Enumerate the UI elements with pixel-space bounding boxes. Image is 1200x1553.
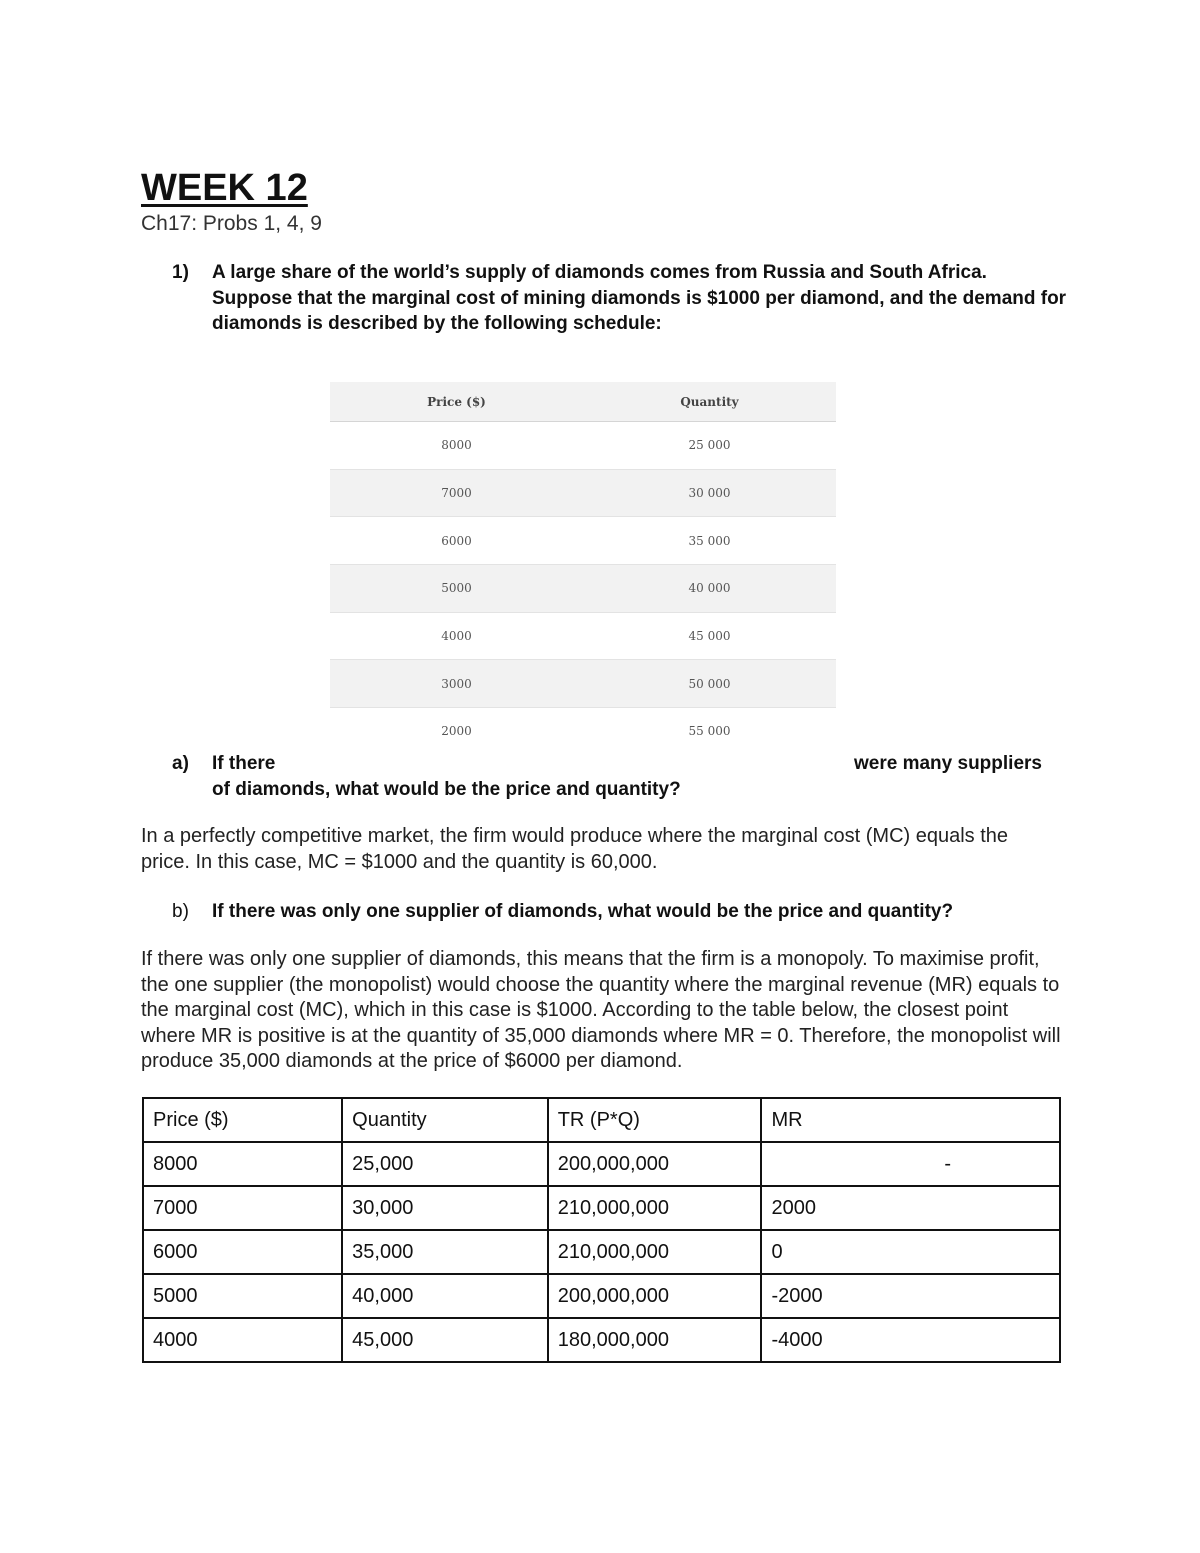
- schedule-quantity: 45 000: [688, 629, 731, 644]
- mr-table-header-row: [143, 1098, 1060, 1142]
- schedule-price: 7000: [441, 486, 472, 501]
- table-row: [143, 1230, 1060, 1274]
- question-1: [172, 260, 1072, 337]
- mr-total-revenue: 180,000,000: [548, 1318, 762, 1362]
- mr-price: 4000: [143, 1318, 342, 1362]
- schedule-quantity: 40 000: [688, 581, 731, 596]
- mr-value: -: [761, 1142, 1060, 1186]
- schedule-row: [330, 517, 836, 565]
- mr-total-revenue: 210,000,000: [548, 1186, 762, 1230]
- schedule-header-quantity: Quantity: [680, 394, 739, 409]
- table-row: [143, 1274, 1060, 1318]
- page-subtitle: Ch17: Probs 1, 4, 9: [141, 212, 322, 235]
- page-title: WEEK 12: [141, 167, 308, 209]
- mr-price: 8000: [143, 1142, 342, 1186]
- mr-header-quantity: Quantity: [342, 1098, 548, 1142]
- mr-total-revenue: 210,000,000: [548, 1230, 762, 1274]
- table-row: [143, 1318, 1060, 1362]
- mr-total-revenue: 200,000,000: [548, 1274, 762, 1318]
- schedule-row: [330, 708, 836, 755]
- part-a-line-2: of diamonds, what would be the price and quantity?: [212, 779, 681, 800]
- mr-quantity: 25,000: [342, 1142, 548, 1186]
- schedule-price: 8000: [441, 438, 472, 453]
- part-b-label: b): [172, 901, 189, 922]
- schedule-price: 4000: [441, 629, 472, 644]
- part-a-label: a): [172, 753, 189, 774]
- schedule-row: [330, 613, 836, 661]
- mr-value: -4000: [761, 1318, 1060, 1362]
- schedule-quantity: 50 000: [688, 676, 731, 691]
- demand-schedule-table: [330, 382, 836, 755]
- schedule-price: 2000: [441, 724, 472, 739]
- schedule-header-price: Price ($): [427, 394, 486, 409]
- marginal-revenue-table: [142, 1097, 1061, 1363]
- schedule-quantity: 25 000: [688, 438, 731, 453]
- mr-total-revenue: 200,000,000: [548, 1142, 762, 1186]
- schedule-price: 3000: [441, 676, 472, 691]
- schedule-row: [330, 422, 836, 470]
- mr-header-price: Price ($): [143, 1098, 342, 1142]
- part-a-line-1-end: were many suppliers: [854, 753, 1042, 774]
- question-1-text: A large share of the world’s supply of diamonds comes from Russia and South Africa. Suppose that the marginal cost of mining diamonds is $1000 per diamond, and the demand for diamonds is described by the following schedule:: [212, 262, 1067, 334]
- part-b-question-text: If there was only one supplier of diamonds, what would be the price and quantity?: [212, 901, 954, 922]
- schedule-price: 5000: [441, 581, 472, 596]
- schedule-header-row: [330, 382, 836, 422]
- mr-price: 7000: [143, 1186, 342, 1230]
- part-a-answer: In a perfectly competitive market, the firm would produce where the marginal cost (MC) equals the price. In this case, MC = $1000 and the quantity is 60,000.: [141, 825, 1009, 873]
- mr-price: 5000: [143, 1274, 342, 1318]
- schedule-row: [330, 565, 836, 613]
- mr-quantity: 35,000: [342, 1230, 548, 1274]
- schedule-row: [330, 470, 836, 518]
- schedule-quantity: 30 000: [688, 486, 731, 501]
- mr-header-tr: TR (P*Q): [548, 1098, 762, 1142]
- schedule-quantity: 55 000: [688, 724, 731, 739]
- table-row: [143, 1186, 1060, 1230]
- table-row: [143, 1142, 1060, 1186]
- schedule-price: 6000: [441, 533, 472, 548]
- mr-value: -2000: [761, 1274, 1060, 1318]
- part-a-line-1-start: If there: [212, 753, 276, 774]
- mr-quantity: 40,000: [342, 1274, 548, 1318]
- mr-price: 6000: [143, 1230, 342, 1274]
- mr-quantity: 45,000: [342, 1318, 548, 1362]
- question-1-number: 1): [172, 262, 189, 283]
- mr-value: 0: [761, 1230, 1060, 1274]
- part-b-answer: If there was only one supplier of diamonds, this means that the firm is a monopoly. To maximise profit, the one supplier (the monopolist) would choose the quantity where the marginal revenue (MR) equals to the marginal cost (MC), which in this case is $1000. According to the table below, the closest point where MR is positive is at the quantity of 35,000 diamonds where MR = 0. Therefore, the monopolist will produce 35,000 diamonds at the price of $6000 per diamond.: [141, 948, 1061, 1072]
- mr-quantity: 30,000: [342, 1186, 548, 1230]
- schedule-row: [330, 660, 836, 708]
- mr-header-mr: MR: [761, 1098, 1060, 1142]
- mr-value: 2000: [761, 1186, 1060, 1230]
- schedule-quantity: 35 000: [688, 533, 731, 548]
